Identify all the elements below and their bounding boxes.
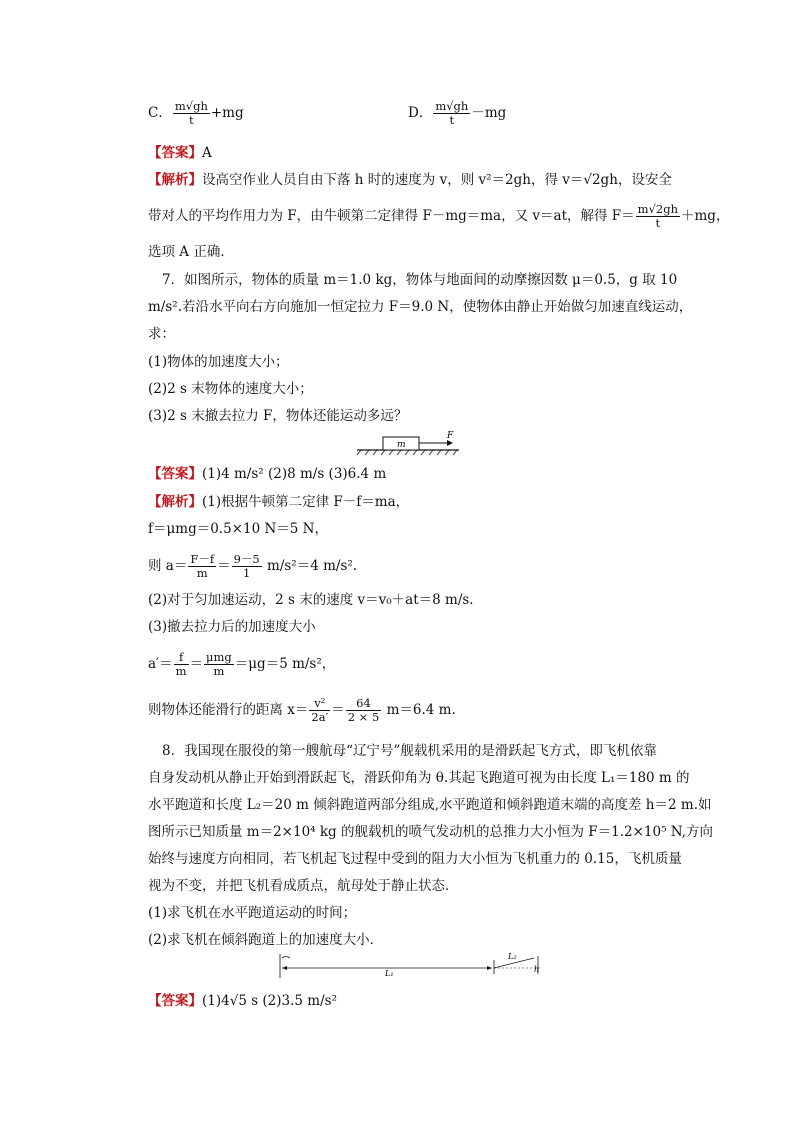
- block-label: m: [397, 440, 406, 450]
- q8-stem-line-5: 始终与速度方向相同，若飞机起飞过程中受到的阻力大小恒为飞机重力的 0.15，飞机质量: [148, 851, 682, 867]
- q8-sub-2: (2)求飞机在倾斜跑道上的加速度大小．: [148, 932, 384, 948]
- q6-analysis-line-1: 【解析】设高空作业人员自由下落 h 时的速度为 v，则 v²＝2gh，得 v＝√2gh，设安全: [148, 172, 672, 188]
- fraction: $\frac{f}{m}$: [175, 650, 187, 678]
- runway-figure: [270, 948, 550, 984]
- l1-arrow-left: [282, 966, 287, 970]
- l1-arrow-right: [487, 966, 492, 970]
- option-c: C． $\frac{m√gh}{t}$ +mg: [148, 99, 244, 127]
- block-force-figure: [355, 428, 465, 458]
- fraction: $\frac{9-5}{1}$: [233, 552, 260, 580]
- q7-analysis-4: (2)对于匀加速运动，2 s 末的速度 v＝v₀＋at＝8 m/s.: [148, 592, 474, 608]
- q7-analysis-6: a′＝ $\frac{f}{m}$ ＝ $\frac{\text{μmg}}{m}$ ＝μg＝5 m/s²，: [148, 650, 336, 678]
- q7-sub-1: (1)物体的加速度大小；: [148, 354, 289, 370]
- q7-stem-line-1: 7．如图所示，物体的质量 m＝1.0 kg，物体与地面间的动摩擦因数 μ＝0.5，g 取 10: [162, 272, 678, 288]
- q8-answer: 【答案】(1)4√5 s (2)3.5 m/s²: [148, 993, 337, 1009]
- q7-analysis-7: 则物体还能滑行的距离 x＝ $\frac{\text{v²}}{2a'}$ ＝ $\frac{64}{2 \times 5}$ m＝6.4 m.: [148, 696, 456, 724]
- q6-answer: 【答案】A: [148, 145, 212, 161]
- fraction: $\frac{m√gh}{t}$: [174, 99, 208, 127]
- q8-stem-line-4: 图所示已知质量 m＝2×10⁴ kg 的舰载机的喷气发动机的总推力大小恒为 F＝1.2×10⁵ N,方向: [148, 824, 714, 840]
- q6-analysis-line-3: 选项 A 正确．: [148, 244, 234, 260]
- fraction: $\frac{m√gh}{t}$: [435, 99, 469, 127]
- force-label: F: [447, 431, 454, 441]
- fraction: $\frac{\text{μmg}}{m}$: [206, 650, 232, 678]
- q8-stem-line-3: 水平跑道和长度 L₂＝20 m 倾斜跑道两部分组成,水平跑道和倾斜跑道末端的高度差 h＝2 m.如: [148, 797, 712, 813]
- fraction: $\frac{\text{v²}}{2a'}$: [311, 696, 329, 724]
- q7-sub-2: (2)2 s 末物体的速度大小；: [148, 381, 313, 397]
- q8-sub-1: (1)求飞机在水平跑道运动的时间；: [148, 905, 357, 921]
- q7-answer: 【答案】(1)4 m/s² (2)8 m/s (3)6.4 m: [148, 466, 387, 482]
- q6-analysis-line-2: 带对人的平均作用力为 F，由牛顿第二定律得 F－mg＝ma，又 v＝at，解得 F＝ $\frac{m√2gh}{t}$ ＋mg，: [148, 202, 730, 230]
- q7-analysis-5: (3)撤去拉力后的加速度大小: [148, 619, 316, 635]
- fraction: $\frac{64}{2 \times 5}$: [347, 696, 380, 724]
- plane-icon: [282, 957, 290, 959]
- q7-stem-line-3: 求：: [148, 326, 175, 342]
- l1-label: L₁: [385, 969, 394, 978]
- ground-hatching: [357, 450, 457, 455]
- q8-stem-line-1: 8．我国现在服役的第一艘航母“辽宁号”舰载机采用的是滑跃起飞方式，即飞机依靠: [162, 743, 657, 759]
- q7-analysis-2: f＝μmg＝0.5×10 N＝5 N，: [148, 521, 328, 537]
- q8-stem-line-2: 自身发动机从静止开始到滑跃起飞，滑跃仰角为 θ.其起飞跑道可视为由长度 L₁＝180 m 的: [148, 770, 690, 786]
- q7-analysis-3: 则 a＝ $\frac{F-f}{m}$ ＝ $\frac{9-5}{1}$ m/s²＝4 m/s².: [148, 552, 358, 580]
- q7-stem-line-2: m/s².若沿水平向右方向施加一恒定拉力 F＝9.0 N，使物体由静止开始做匀加速直线运动，: [148, 299, 693, 315]
- l2-label: L₂: [508, 952, 517, 961]
- q7-analysis-1: 【解析】(1)根据牛顿第二定律 F－f＝ma，: [148, 494, 410, 510]
- option-d: D． $\frac{m√gh}{t}$ －mg: [408, 99, 507, 127]
- q8-stem-line-6: 视为不变，并把飞机看成质点，航母处于静止状态．: [148, 878, 459, 894]
- h-label: h: [534, 965, 540, 974]
- q7-sub-3: (3)2 s 末撤去拉力 F，物体还能运动多远？: [148, 408, 408, 424]
- fraction: $\frac{F-f}{m}$: [190, 552, 215, 580]
- fraction: $\frac{m√2gh}{t}$: [637, 202, 678, 230]
